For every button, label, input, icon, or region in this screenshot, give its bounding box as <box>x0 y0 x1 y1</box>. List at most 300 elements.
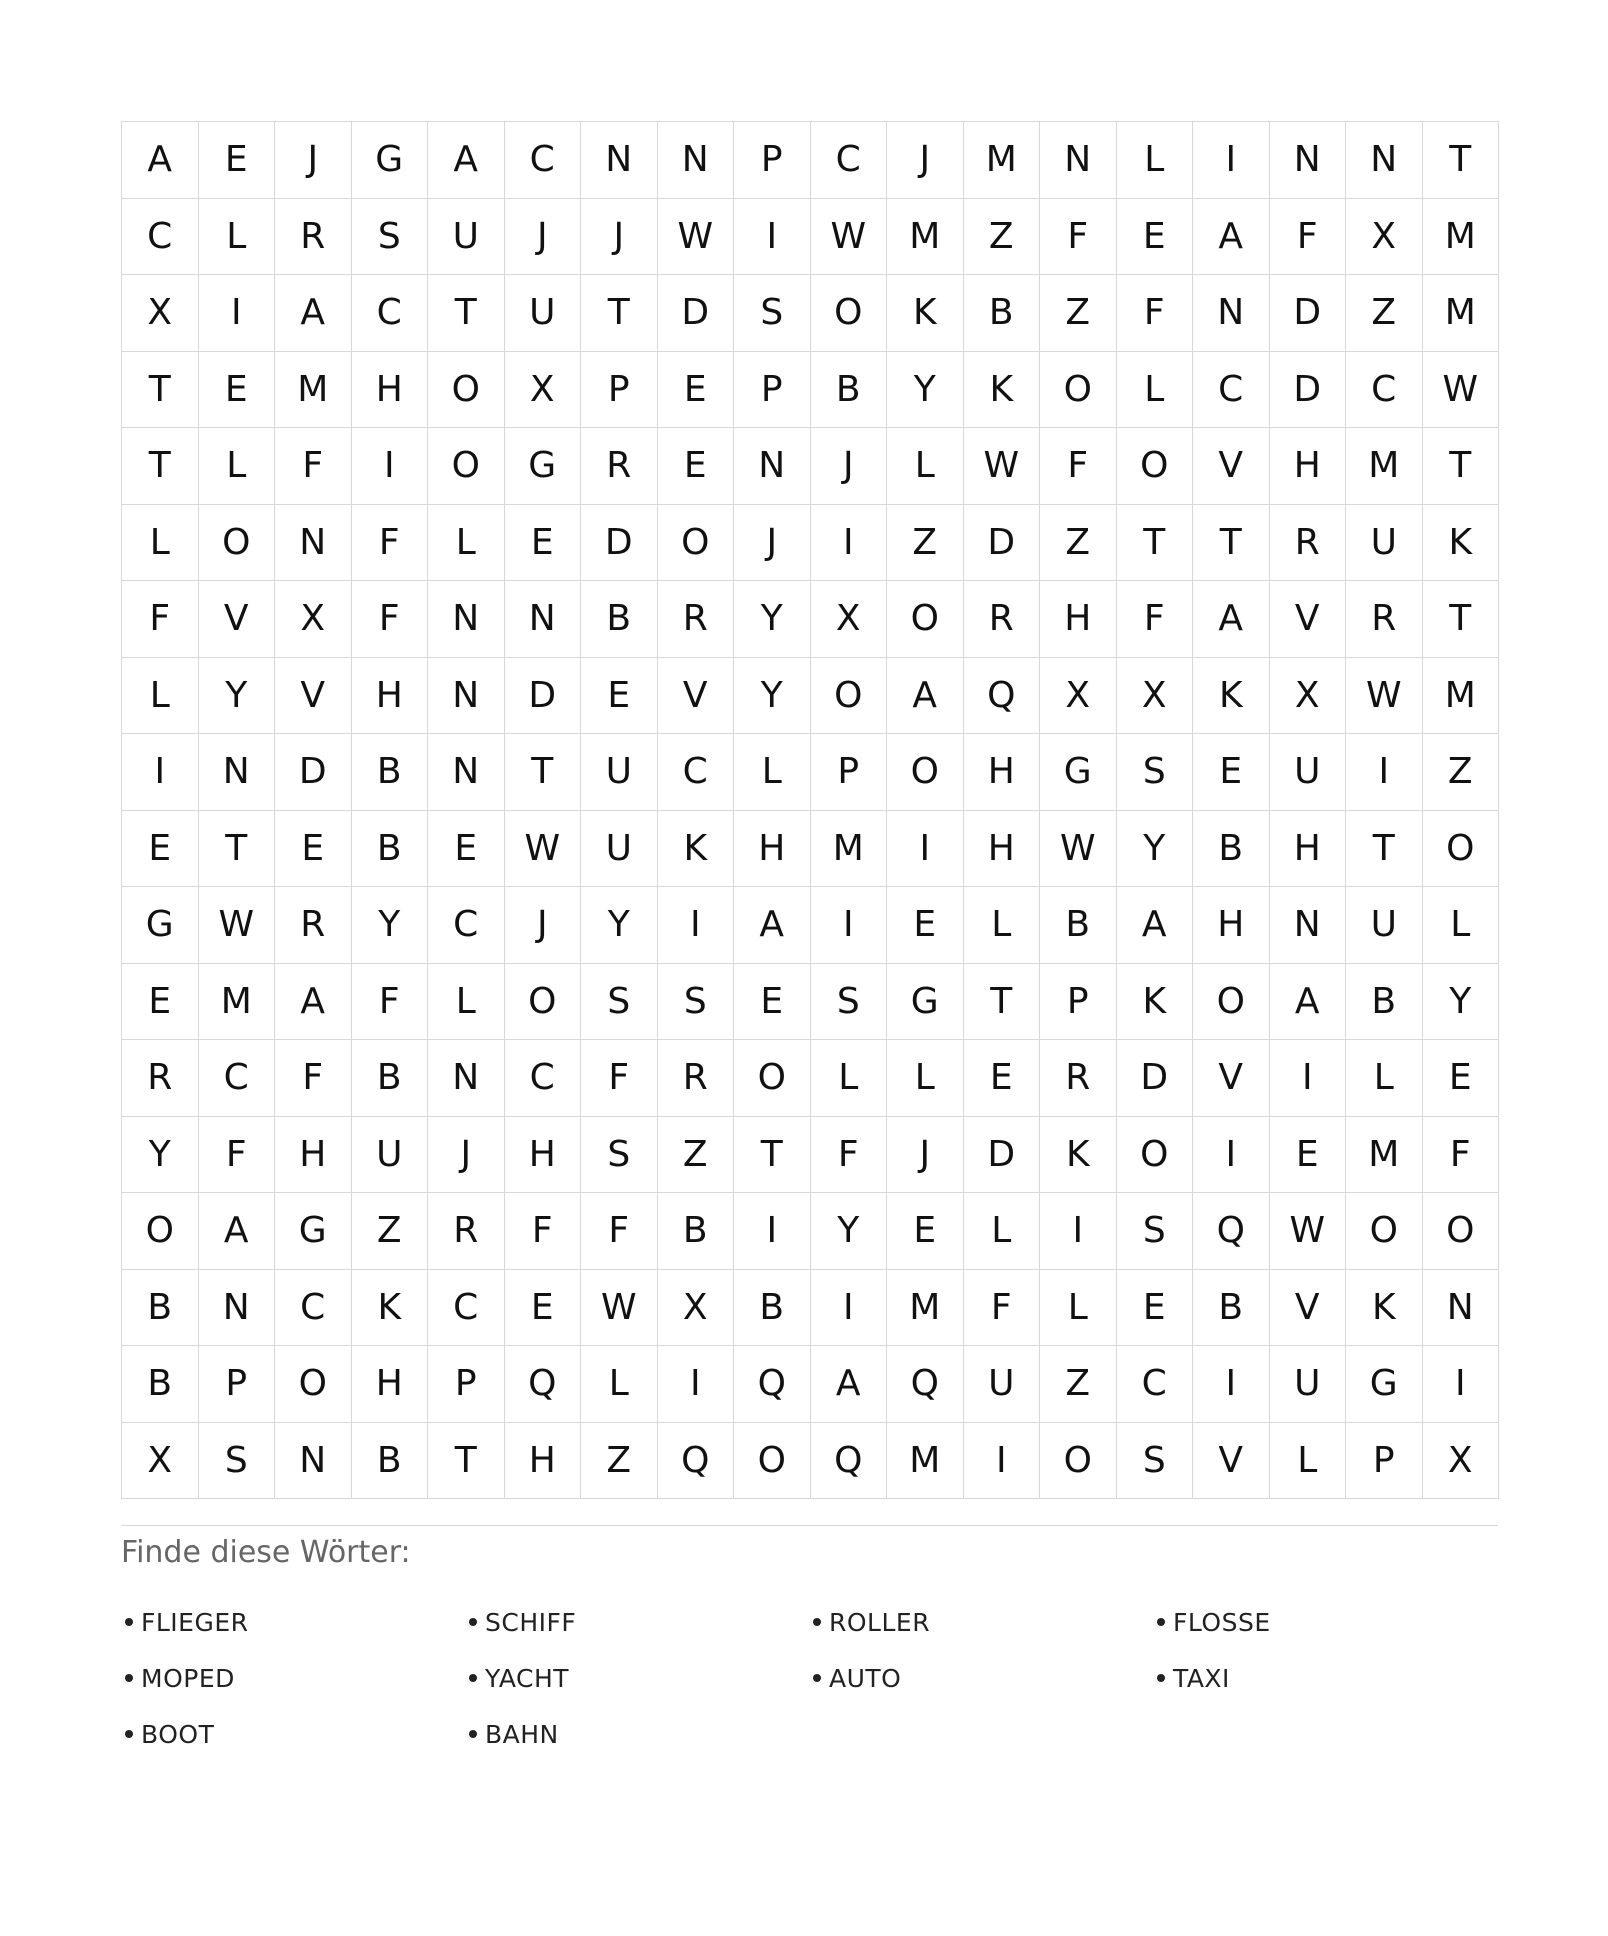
grid-cell[interactable]: E <box>1117 1270 1194 1347</box>
grid-cell[interactable]: S <box>1117 734 1194 811</box>
grid-cell[interactable]: W <box>505 811 582 888</box>
grid-cell[interactable]: H <box>964 811 1041 888</box>
grid-cell[interactable]: F <box>275 428 352 505</box>
grid-cell[interactable]: L <box>811 1040 888 1117</box>
grid-cell[interactable]: J <box>734 505 811 582</box>
grid-cell[interactable]: V <box>1270 1270 1347 1347</box>
grid-cell[interactable]: E <box>199 122 276 199</box>
grid-cell[interactable]: K <box>1040 1117 1117 1194</box>
grid-cell[interactable]: S <box>734 275 811 352</box>
grid-cell[interactable]: T <box>428 275 505 352</box>
grid-cell[interactable]: O <box>1040 352 1117 429</box>
grid-cell[interactable]: T <box>505 734 582 811</box>
grid-cell[interactable]: L <box>199 199 276 276</box>
grid-cell[interactable]: I <box>658 887 735 964</box>
grid-cell[interactable]: V <box>658 658 735 735</box>
grid-cell[interactable]: A <box>275 964 352 1041</box>
grid-cell[interactable]: Z <box>581 1423 658 1500</box>
grid-cell[interactable]: F <box>352 505 429 582</box>
grid-cell[interactable]: O <box>1193 964 1270 1041</box>
grid-cell[interactable]: A <box>734 887 811 964</box>
grid-cell[interactable]: O <box>1346 1193 1423 1270</box>
grid-cell[interactable]: F <box>1117 581 1194 658</box>
grid-cell[interactable]: Q <box>658 1423 735 1500</box>
grid-cell[interactable]: V <box>1270 581 1347 658</box>
grid-cell[interactable]: B <box>581 581 658 658</box>
grid-cell[interactable]: I <box>887 811 964 888</box>
grid-cell[interactable]: O <box>1117 428 1194 505</box>
grid-cell[interactable]: Q <box>887 1346 964 1423</box>
grid-cell[interactable]: E <box>428 811 505 888</box>
grid-cell[interactable]: I <box>811 887 888 964</box>
grid-cell[interactable]: T <box>581 275 658 352</box>
grid-cell[interactable]: B <box>811 352 888 429</box>
grid-cell[interactable]: T <box>1423 581 1500 658</box>
grid-cell[interactable]: J <box>811 428 888 505</box>
grid-cell[interactable]: J <box>505 887 582 964</box>
grid-cell[interactable]: I <box>122 734 199 811</box>
grid-cell[interactable]: I <box>734 1193 811 1270</box>
grid-cell[interactable]: L <box>887 428 964 505</box>
grid-cell[interactable]: T <box>734 1117 811 1194</box>
grid-cell[interactable]: L <box>122 505 199 582</box>
grid-cell[interactable]: E <box>1270 1117 1347 1194</box>
grid-cell[interactable]: H <box>964 734 1041 811</box>
grid-cell[interactable]: S <box>658 964 735 1041</box>
grid-cell[interactable]: J <box>275 122 352 199</box>
grid-cell[interactable]: Y <box>887 352 964 429</box>
grid-cell[interactable]: D <box>581 505 658 582</box>
grid-cell[interactable]: N <box>428 581 505 658</box>
grid-cell[interactable]: L <box>887 1040 964 1117</box>
grid-cell[interactable]: E <box>734 964 811 1041</box>
grid-cell[interactable]: E <box>1117 199 1194 276</box>
grid-cell[interactable]: T <box>122 428 199 505</box>
grid-cell[interactable]: B <box>352 1040 429 1117</box>
grid-cell[interactable]: N <box>1270 122 1347 199</box>
grid-cell[interactable]: Y <box>811 1193 888 1270</box>
grid-cell[interactable]: M <box>1346 428 1423 505</box>
grid-cell[interactable]: Y <box>1423 964 1500 1041</box>
grid-cell[interactable]: A <box>1270 964 1347 1041</box>
grid-cell[interactable]: I <box>1270 1040 1347 1117</box>
grid-cell[interactable]: N <box>734 428 811 505</box>
grid-cell[interactable]: I <box>1193 1346 1270 1423</box>
grid-cell[interactable]: N <box>1040 122 1117 199</box>
grid-cell[interactable]: F <box>964 1270 1041 1347</box>
grid-cell[interactable]: F <box>581 1040 658 1117</box>
grid-cell[interactable]: Z <box>1040 1346 1117 1423</box>
grid-cell[interactable]: I <box>1346 734 1423 811</box>
grid-cell[interactable]: U <box>964 1346 1041 1423</box>
grid-cell[interactable]: O <box>734 1423 811 1500</box>
grid-cell[interactable]: A <box>1193 581 1270 658</box>
grid-cell[interactable]: D <box>964 505 1041 582</box>
grid-cell[interactable]: Y <box>734 581 811 658</box>
grid-cell[interactable]: J <box>505 199 582 276</box>
grid-cell[interactable]: R <box>658 1040 735 1117</box>
grid-cell[interactable]: C <box>505 1040 582 1117</box>
grid-cell[interactable]: T <box>199 811 276 888</box>
grid-cell[interactable]: T <box>428 1423 505 1500</box>
grid-cell[interactable]: F <box>1040 199 1117 276</box>
grid-cell[interactable]: C <box>352 275 429 352</box>
grid-cell[interactable]: W <box>1040 811 1117 888</box>
grid-cell[interactable]: I <box>199 275 276 352</box>
grid-cell[interactable]: O <box>428 352 505 429</box>
grid-cell[interactable]: L <box>428 505 505 582</box>
grid-cell[interactable]: D <box>658 275 735 352</box>
grid-cell[interactable]: N <box>428 658 505 735</box>
grid-cell[interactable]: Z <box>1423 734 1500 811</box>
grid-cell[interactable]: N <box>275 1423 352 1500</box>
grid-cell[interactable]: S <box>199 1423 276 1500</box>
grid-cell[interactable]: I <box>1040 1193 1117 1270</box>
grid-cell[interactable]: F <box>275 1040 352 1117</box>
grid-cell[interactable]: F <box>1270 199 1347 276</box>
grid-cell[interactable]: O <box>199 505 276 582</box>
grid-cell[interactable]: D <box>275 734 352 811</box>
grid-cell[interactable]: E <box>887 887 964 964</box>
grid-cell[interactable]: C <box>428 887 505 964</box>
grid-cell[interactable]: C <box>1117 1346 1194 1423</box>
grid-cell[interactable]: X <box>275 581 352 658</box>
grid-cell[interactable]: O <box>887 581 964 658</box>
grid-cell[interactable]: X <box>1270 658 1347 735</box>
grid-cell[interactable]: O <box>1423 811 1500 888</box>
grid-cell[interactable]: S <box>581 964 658 1041</box>
grid-cell[interactable]: W <box>1423 352 1500 429</box>
grid-cell[interactable]: M <box>1346 1117 1423 1194</box>
grid-cell[interactable]: N <box>1346 122 1423 199</box>
grid-cell[interactable]: P <box>734 352 811 429</box>
grid-cell[interactable]: M <box>275 352 352 429</box>
grid-cell[interactable]: H <box>1040 581 1117 658</box>
grid-cell[interactable]: N <box>1193 275 1270 352</box>
grid-cell[interactable]: C <box>811 122 888 199</box>
grid-cell[interactable]: N <box>275 505 352 582</box>
grid-cell[interactable]: N <box>428 734 505 811</box>
grid-cell[interactable]: H <box>1270 811 1347 888</box>
grid-cell[interactable]: W <box>1346 658 1423 735</box>
grid-cell[interactable]: W <box>199 887 276 964</box>
grid-cell[interactable]: I <box>811 1270 888 1347</box>
grid-cell[interactable]: O <box>122 1193 199 1270</box>
grid-cell[interactable]: U <box>1270 734 1347 811</box>
grid-cell[interactable]: N <box>581 122 658 199</box>
grid-cell[interactable]: K <box>1423 505 1500 582</box>
grid-cell[interactable]: L <box>122 658 199 735</box>
grid-cell[interactable]: K <box>658 811 735 888</box>
grid-cell[interactable]: X <box>658 1270 735 1347</box>
grid-cell[interactable]: G <box>887 964 964 1041</box>
grid-cell[interactable]: C <box>199 1040 276 1117</box>
grid-cell[interactable]: E <box>199 352 276 429</box>
grid-cell[interactable]: W <box>811 199 888 276</box>
grid-cell[interactable]: J <box>887 122 964 199</box>
grid-cell[interactable]: X <box>1346 199 1423 276</box>
grid-cell[interactable]: F <box>199 1117 276 1194</box>
grid-cell[interactable]: N <box>505 581 582 658</box>
grid-cell[interactable]: F <box>1040 428 1117 505</box>
grid-cell[interactable]: H <box>352 658 429 735</box>
grid-cell[interactable]: K <box>964 352 1041 429</box>
grid-cell[interactable]: H <box>734 811 811 888</box>
grid-cell[interactable]: F <box>581 1193 658 1270</box>
grid-cell[interactable]: R <box>275 887 352 964</box>
grid-cell[interactable]: S <box>1117 1193 1194 1270</box>
grid-cell[interactable]: L <box>964 1193 1041 1270</box>
grid-cell[interactable]: Y <box>734 658 811 735</box>
grid-cell[interactable]: R <box>964 581 1041 658</box>
grid-cell[interactable]: B <box>658 1193 735 1270</box>
grid-cell[interactable]: L <box>428 964 505 1041</box>
grid-cell[interactable]: Q <box>964 658 1041 735</box>
grid-cell[interactable]: W <box>964 428 1041 505</box>
grid-cell[interactable]: E <box>581 658 658 735</box>
grid-cell[interactable]: P <box>428 1346 505 1423</box>
grid-cell[interactable]: V <box>1193 1423 1270 1500</box>
grid-cell[interactable]: T <box>1193 505 1270 582</box>
grid-cell[interactable]: X <box>122 275 199 352</box>
grid-cell[interactable]: C <box>1193 352 1270 429</box>
grid-cell[interactable]: W <box>658 199 735 276</box>
grid-cell[interactable]: B <box>1193 811 1270 888</box>
grid-cell[interactable]: L <box>1270 1423 1347 1500</box>
grid-cell[interactable]: X <box>122 1423 199 1500</box>
grid-cell[interactable]: C <box>275 1270 352 1347</box>
grid-cell[interactable]: O <box>428 428 505 505</box>
grid-cell[interactable]: O <box>505 964 582 1041</box>
grid-cell[interactable]: A <box>1117 887 1194 964</box>
grid-cell[interactable]: O <box>1117 1117 1194 1194</box>
grid-cell[interactable]: I <box>1193 1117 1270 1194</box>
grid-cell[interactable]: G <box>1346 1346 1423 1423</box>
grid-cell[interactable]: R <box>1040 1040 1117 1117</box>
grid-cell[interactable]: V <box>275 658 352 735</box>
grid-cell[interactable]: W <box>581 1270 658 1347</box>
grid-cell[interactable]: R <box>581 428 658 505</box>
grid-cell[interactable]: P <box>1346 1423 1423 1500</box>
grid-cell[interactable]: Z <box>887 505 964 582</box>
grid-cell[interactable]: H <box>352 1346 429 1423</box>
grid-cell[interactable]: U <box>1346 887 1423 964</box>
grid-cell[interactable]: X <box>811 581 888 658</box>
grid-cell[interactable]: H <box>1270 428 1347 505</box>
grid-cell[interactable]: F <box>352 581 429 658</box>
grid-cell[interactable]: K <box>1117 964 1194 1041</box>
grid-cell[interactable]: F <box>505 1193 582 1270</box>
grid-cell[interactable]: O <box>658 505 735 582</box>
grid-cell[interactable]: N <box>658 122 735 199</box>
grid-cell[interactable]: E <box>1193 734 1270 811</box>
grid-cell[interactable]: P <box>811 734 888 811</box>
grid-cell[interactable]: I <box>352 428 429 505</box>
grid-cell[interactable]: G <box>352 122 429 199</box>
grid-cell[interactable]: Z <box>1346 275 1423 352</box>
grid-cell[interactable]: E <box>887 1193 964 1270</box>
grid-cell[interactable]: D <box>964 1117 1041 1194</box>
grid-cell[interactable]: E <box>122 964 199 1041</box>
grid-cell[interactable]: M <box>199 964 276 1041</box>
grid-cell[interactable]: Z <box>1040 275 1117 352</box>
grid-cell[interactable]: R <box>1270 505 1347 582</box>
grid-cell[interactable]: C <box>505 122 582 199</box>
grid-cell[interactable]: A <box>275 275 352 352</box>
grid-cell[interactable]: B <box>734 1270 811 1347</box>
grid-cell[interactable]: M <box>1423 658 1500 735</box>
grid-cell[interactable]: T <box>1117 505 1194 582</box>
grid-cell[interactable]: D <box>505 658 582 735</box>
grid-cell[interactable]: N <box>1270 887 1347 964</box>
grid-cell[interactable]: E <box>1423 1040 1500 1117</box>
grid-cell[interactable]: H <box>352 352 429 429</box>
grid-cell[interactable]: M <box>1423 275 1500 352</box>
grid-cell[interactable]: O <box>1040 1423 1117 1500</box>
grid-cell[interactable]: R <box>1346 581 1423 658</box>
grid-cell[interactable]: N <box>199 1270 276 1347</box>
grid-cell[interactable]: L <box>1117 352 1194 429</box>
grid-cell[interactable]: O <box>1423 1193 1500 1270</box>
grid-cell[interactable]: L <box>964 887 1041 964</box>
grid-cell[interactable]: D <box>1117 1040 1194 1117</box>
grid-cell[interactable]: A <box>199 1193 276 1270</box>
grid-cell[interactable]: F <box>1117 275 1194 352</box>
grid-cell[interactable]: Q <box>505 1346 582 1423</box>
grid-cell[interactable]: B <box>122 1270 199 1347</box>
grid-cell[interactable]: V <box>1193 428 1270 505</box>
grid-cell[interactable]: I <box>1423 1346 1500 1423</box>
grid-cell[interactable]: E <box>658 428 735 505</box>
grid-cell[interactable]: Y <box>581 887 658 964</box>
grid-cell[interactable]: M <box>887 1270 964 1347</box>
grid-cell[interactable]: R <box>428 1193 505 1270</box>
grid-cell[interactable]: X <box>1423 1423 1500 1500</box>
grid-cell[interactable]: S <box>811 964 888 1041</box>
grid-cell[interactable]: E <box>505 1270 582 1347</box>
grid-cell[interactable]: T <box>1346 811 1423 888</box>
grid-cell[interactable]: Z <box>1040 505 1117 582</box>
grid-cell[interactable]: K <box>1346 1270 1423 1347</box>
grid-cell[interactable]: H <box>1193 887 1270 964</box>
grid-cell[interactable]: A <box>428 122 505 199</box>
grid-cell[interactable]: L <box>1423 887 1500 964</box>
grid-cell[interactable]: K <box>887 275 964 352</box>
grid-cell[interactable]: H <box>505 1117 582 1194</box>
grid-cell[interactable]: T <box>964 964 1041 1041</box>
grid-cell[interactable]: D <box>1270 275 1347 352</box>
grid-cell[interactable]: L <box>581 1346 658 1423</box>
grid-cell[interactable]: O <box>275 1346 352 1423</box>
grid-cell[interactable]: U <box>581 811 658 888</box>
grid-cell[interactable]: U <box>352 1117 429 1194</box>
grid-cell[interactable]: F <box>1423 1117 1500 1194</box>
grid-cell[interactable]: I <box>964 1423 1041 1500</box>
grid-cell[interactable]: G <box>1040 734 1117 811</box>
grid-cell[interactable]: B <box>1193 1270 1270 1347</box>
grid-cell[interactable]: F <box>122 581 199 658</box>
grid-cell[interactable]: F <box>352 964 429 1041</box>
grid-cell[interactable]: W <box>1270 1193 1347 1270</box>
grid-cell[interactable]: X <box>1117 658 1194 735</box>
grid-cell[interactable]: L <box>1346 1040 1423 1117</box>
grid-cell[interactable]: O <box>734 1040 811 1117</box>
grid-cell[interactable]: A <box>1193 199 1270 276</box>
grid-cell[interactable]: I <box>1193 122 1270 199</box>
grid-cell[interactable]: T <box>122 352 199 429</box>
grid-cell[interactable]: C <box>658 734 735 811</box>
grid-cell[interactable]: U <box>581 734 658 811</box>
grid-cell[interactable]: F <box>811 1117 888 1194</box>
grid-cell[interactable]: I <box>658 1346 735 1423</box>
grid-cell[interactable]: P <box>581 352 658 429</box>
grid-cell[interactable]: E <box>505 505 582 582</box>
grid-cell[interactable]: B <box>352 811 429 888</box>
grid-cell[interactable]: B <box>964 275 1041 352</box>
grid-cell[interactable]: A <box>887 658 964 735</box>
grid-cell[interactable]: O <box>811 658 888 735</box>
grid-cell[interactable]: J <box>581 199 658 276</box>
grid-cell[interactable]: L <box>1040 1270 1117 1347</box>
grid-cell[interactable]: Y <box>122 1117 199 1194</box>
grid-cell[interactable]: I <box>811 505 888 582</box>
grid-cell[interactable]: J <box>887 1117 964 1194</box>
grid-cell[interactable]: Z <box>658 1117 735 1194</box>
grid-cell[interactable]: P <box>1040 964 1117 1041</box>
grid-cell[interactable]: Q <box>734 1346 811 1423</box>
grid-cell[interactable]: E <box>964 1040 1041 1117</box>
grid-cell[interactable]: Q <box>811 1423 888 1500</box>
grid-cell[interactable]: G <box>275 1193 352 1270</box>
grid-cell[interactable]: E <box>275 811 352 888</box>
grid-cell[interactable]: T <box>1423 428 1500 505</box>
grid-cell[interactable]: B <box>1346 964 1423 1041</box>
grid-cell[interactable]: Y <box>199 658 276 735</box>
grid-cell[interactable]: M <box>887 1423 964 1500</box>
grid-cell[interactable]: C <box>122 199 199 276</box>
grid-cell[interactable]: T <box>1423 122 1500 199</box>
grid-cell[interactable]: P <box>199 1346 276 1423</box>
grid-cell[interactable]: Y <box>1117 811 1194 888</box>
grid-cell[interactable]: N <box>428 1040 505 1117</box>
grid-cell[interactable]: S <box>352 199 429 276</box>
grid-cell[interactable]: S <box>581 1117 658 1194</box>
grid-cell[interactable]: G <box>122 887 199 964</box>
grid-cell[interactable]: M <box>1423 199 1500 276</box>
grid-cell[interactable]: B <box>122 1346 199 1423</box>
grid-cell[interactable]: J <box>428 1117 505 1194</box>
grid-cell[interactable]: B <box>352 734 429 811</box>
grid-cell[interactable]: U <box>505 275 582 352</box>
grid-cell[interactable]: U <box>428 199 505 276</box>
grid-cell[interactable]: V <box>1193 1040 1270 1117</box>
grid-cell[interactable]: Y <box>352 887 429 964</box>
grid-cell[interactable]: M <box>887 199 964 276</box>
grid-cell[interactable]: A <box>122 122 199 199</box>
grid-cell[interactable]: E <box>122 811 199 888</box>
grid-cell[interactable]: R <box>122 1040 199 1117</box>
grid-cell[interactable]: D <box>1270 352 1347 429</box>
grid-cell[interactable]: I <box>734 199 811 276</box>
grid-cell[interactable]: P <box>734 122 811 199</box>
grid-cell[interactable]: H <box>275 1117 352 1194</box>
grid-cell[interactable]: Z <box>964 199 1041 276</box>
grid-cell[interactable]: R <box>275 199 352 276</box>
grid-cell[interactable]: K <box>1193 658 1270 735</box>
grid-cell[interactable]: N <box>1423 1270 1500 1347</box>
grid-cell[interactable]: L <box>199 428 276 505</box>
grid-cell[interactable]: O <box>887 734 964 811</box>
